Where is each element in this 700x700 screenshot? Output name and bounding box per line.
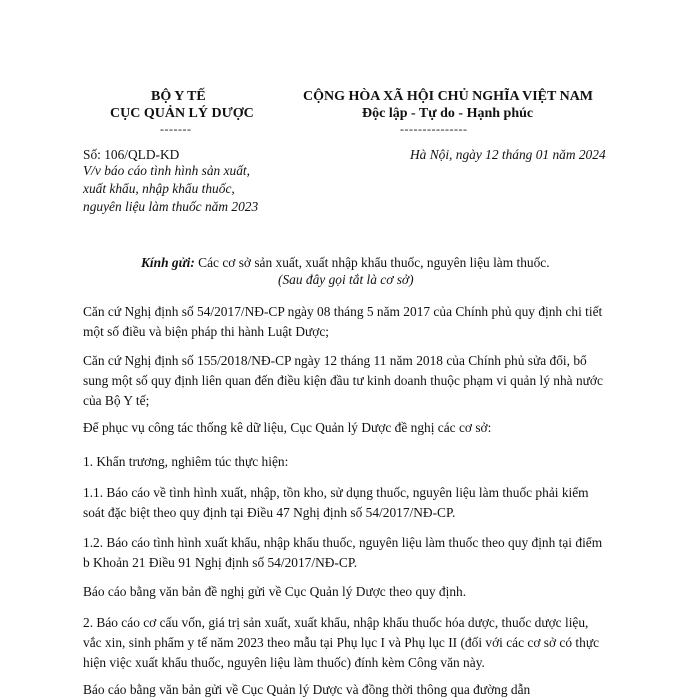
paragraph-line: sung một số quy định liên quan đến điều kiện đầu tư kinh doanh thuộc phạm vi quản lý nhà nước (83, 373, 603, 388)
subject-line-1: V/v báo cáo tình hình sản xuất, (83, 163, 250, 178)
right-separator: --------------- (400, 122, 468, 136)
paragraph-item-2 (83, 613, 623, 673)
paragraph-line: 2. Báo cáo cơ cấu vốn, giá trị sản xuất, xuất khẩu, nhập khẩu thuốc hóa dược, thuốc dược liệu, (83, 615, 589, 630)
addressee-label: Kính gửi: (141, 255, 195, 270)
addressee-text: Các cơ sở sản xuất, xuất nhập khẩu thuốc, nguyên liệu làm thuốc. (198, 255, 550, 270)
paragraph-line: 1.2. Báo cáo tình hình xuất khẩu, nhập khẩu thuốc, nguyên liệu làm thuốc theo quy định tại điểm (83, 535, 603, 550)
paragraph-line: của Bộ Y tế; (83, 393, 150, 408)
paragraph-line: Căn cứ Nghị định số 54/2017/NĐ-CP ngày 08 tháng 5 năm 2017 của Chính phủ quy định chi tiết (83, 304, 603, 319)
addressee-line (141, 255, 550, 271)
paragraph-line: Báo cáo bằng văn bản đề nghị gửi về Cục Quản lý Dược theo quy định. (83, 584, 467, 599)
paragraph-line: Báo cáo bằng văn bản gửi về Cục Quản lý Dược và đồng thời thông qua đường dẫn (83, 682, 531, 697)
paragraph-report-submission-2 (83, 680, 623, 700)
paragraph-line: 1.1. Báo cáo về tình hình xuất, nhập, tồn kho, sử dụng thuốc, nguyên liệu làm thuốc phải kiểm (83, 485, 589, 500)
document-number: Số: 106/QLD-KD (83, 147, 180, 162)
subject-line-3: nguyên liệu làm thuốc năm 2023 (83, 199, 259, 214)
addressee-note: (Sau đây gọi tắt là cơ sở) (278, 272, 414, 287)
paragraph-line: 1. Khẩn trương, nghiêm túc thực hiện: (83, 454, 289, 469)
paragraph-item-1-2 (83, 533, 623, 573)
paragraph-line: một số điều và biện pháp thi hành Luật Dược; (83, 324, 330, 339)
paragraph-report-submission-1 (83, 582, 623, 602)
paragraph-line: Để phục vụ công tác thống kê dữ liệu, Cục Quản lý Dược đề nghị các cơ sở: (83, 420, 492, 435)
subject-line-2: xuất khẩu, nhập khẩu thuốc, (83, 181, 235, 196)
paragraph-legal-basis-2 (83, 351, 623, 411)
paragraph-line: Căn cứ Nghị định số 155/2018/NĐ-CP ngày 12 tháng 11 năm 2018 của Chính phủ sửa đổi, bổ (83, 353, 587, 368)
paragraph-line: vắc xin, sinh phẩm y tế năm 2023 theo mẫu tại Phụ lục I và Phụ lục II (đối với các cơ sở có thực (83, 635, 600, 650)
paragraph-legal-basis-1 (83, 302, 623, 342)
national-motto: Độc lập - Tự do - Hạnh phúc (362, 106, 534, 121)
paragraph-item-1 (83, 452, 623, 472)
paragraph-request-intro (83, 418, 623, 438)
paragraph-item-1-1 (83, 483, 623, 523)
place-date: Hà Nội, ngày 12 tháng 01 năm 2024 (410, 147, 606, 162)
department-name: CỤC QUẢN LÝ DƯỢC (110, 106, 254, 121)
paragraph-line: hiện việc xuất khẩu thuốc, nguyên liệu làm thuốc) đính kèm Công văn này. (83, 655, 485, 670)
paragraph-line: soát đặc biệt theo quy định tại Điều 47 Nghị định số 54/2017/NĐ-CP. (83, 505, 456, 520)
left-separator: ------- (160, 122, 192, 136)
paragraph-line: b Khoản 21 Điều 91 Nghị định số 54/2017/NĐ-CP. (83, 555, 358, 570)
country-name: CỘNG HÒA XÃ HỘI CHỦ NGHĨA VIỆT NAM (303, 89, 594, 104)
ministry-name: BỘ Y TẾ (151, 89, 206, 104)
